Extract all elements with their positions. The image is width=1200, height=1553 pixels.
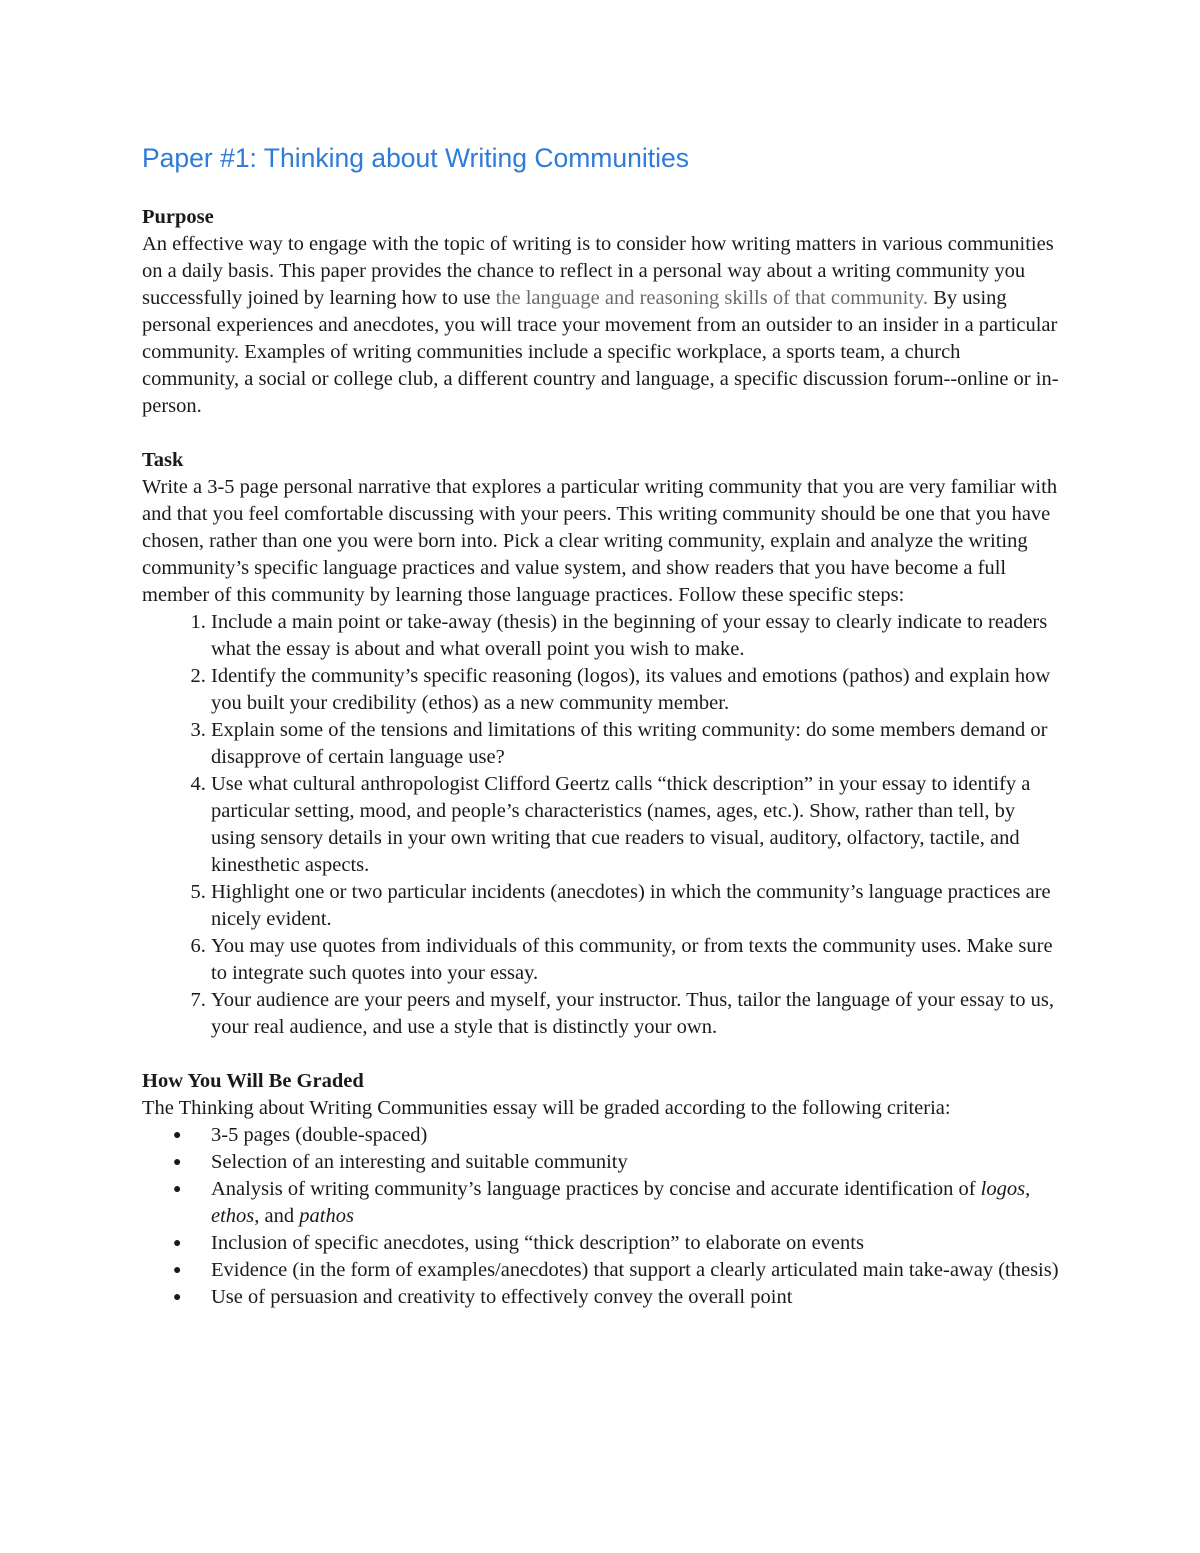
document-title: Paper #1: Thinking about Writing Communities [142,143,689,173]
purpose-text-highlight: the language and reasoning skills of that community. [495,287,929,309]
list-item [173,1122,1062,1149]
list-item: 2. Identify the community’s specific reasoning (logos), its values and emotions (pathos) and explain how you built your credibility (ethos) as a new community member. [211,663,1062,717]
task-paragraph: Write a 3-5 page personal narrative that explores a particular writing community that you are very familiar with and that you feel comfortable discussing with your peers. This writing community should be one that you have chosen, rather than one you were born into. Pick a clear writing community, explain and analyze the writing community’s specific language practices and value system, and show readers that you have become a full member of this community by learning those language practices. Follow these specific steps: [142,476,1058,606]
bullet-icon: ● [173,1182,182,1197]
bullet-icon: ● [173,1128,182,1143]
list-item: 5. Highlight one or two particular incidents (anecdotes) in which the community’s language practices are nicely evident. [211,879,1062,933]
purpose-section [142,204,1062,420]
task-section [142,447,1062,1041]
task-heading: Task [142,449,184,471]
list-item: 4. Use what cultural anthropologist Clifford Geertz calls “thick description” in your essay to identify a particular setting, mood, and people’s characteristics (names, ages, etc.). Show, rather than tell, by using sensory details in your own writing that cue readers to visual, auditory, olfactory, tactile, and kinesthetic aspects. [211,771,1062,879]
separator: , and [254,1205,300,1227]
task-steps-list [142,609,1062,1041]
bullet-icon: ● [173,1155,182,1170]
criterion-text: Use of persuasion and creativity to effectively convey the overall point [211,1286,793,1308]
separator: , [1025,1178,1031,1200]
criterion-text: 3-5 pages (double-spaced) [211,1124,428,1146]
criterion-text: Inclusion of specific anecdotes, using “thick description” to elaborate on events [211,1232,864,1254]
list-item [173,1230,1062,1257]
list-item: 7. Your audience are your peers and myself, your instructor. Thus, tailor the language of your essay to us, your real audience, and use a style that is distinctly your own. [211,987,1062,1041]
list-item [173,1257,1062,1284]
criterion-text: Evidence (in the form of examples/anecdotes) that support a clearly articulated main take-away (thesis) [211,1259,1059,1281]
bullet-icon: ● [173,1236,182,1251]
term-ethos: ethos [211,1205,255,1227]
list-item [173,1284,1062,1311]
bullet-icon: ● [173,1263,182,1278]
grading-criteria-list [142,1122,1062,1311]
purpose-paragraph [142,231,1062,420]
list-item [173,1176,1062,1230]
purpose-text-before: An effective way to engage with the topic of writing is to consider how writing matters in various communities on a daily basis. This paper provides the chance to reflect in a personal way about a writing community you successfully joined by learning how to use [142,233,1054,309]
grading-heading: How You Will Be Graded [142,1070,364,1092]
purpose-heading: Purpose [142,206,214,228]
term-logos: logos [980,1178,1026,1200]
grading-section [142,1068,1062,1311]
grading-intro: The Thinking about Writing Communities essay will be graded according to the following criteria: [142,1097,951,1119]
list-item [173,1149,1062,1176]
term-pathos: pathos [299,1205,354,1227]
criterion-text: Selection of an interesting and suitable community [211,1151,628,1173]
bullet-icon: ● [173,1290,182,1305]
document-page [142,138,1062,1338]
list-item: 6. You may use quotes from individuals of this community, or from texts the community uses. Make sure to integrate such quotes into your essay. [211,933,1062,987]
criterion-text: Analysis of writing community’s language practices by concise and accurate identification of [211,1178,981,1200]
list-item: 1. Include a main point or take-away (thesis) in the beginning of your essay to clearly indicate to readers what the essay is about and what overall point you wish to make. [211,609,1062,663]
purpose-text-after: By using personal experiences and anecdotes, you will trace your movement from an outsider to an insider in a particular community. Examples of writing communities include a specific workplace, a sports team, a church community, a social or college club, a different country and language, a specific discussion forum--online or in-person. [142,287,1059,417]
list-item: 3. Explain some of the tensions and limitations of this writing community: do some members demand or disapprove of certain language use? [211,717,1062,771]
